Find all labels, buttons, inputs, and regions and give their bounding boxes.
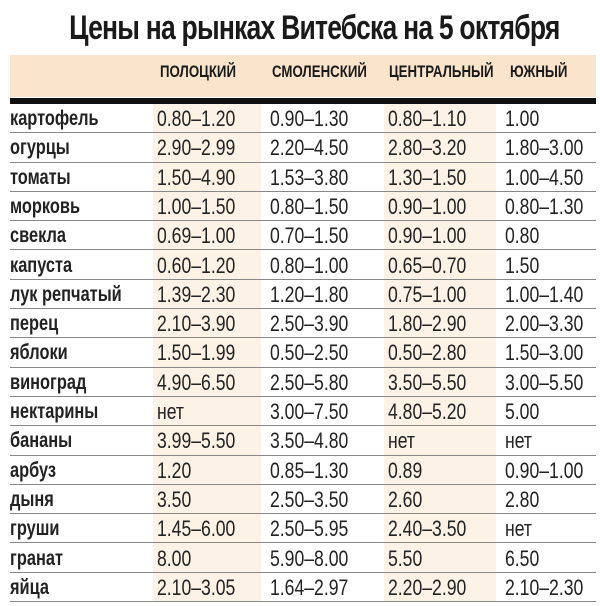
price-cell: 1.50–3.00	[505, 340, 584, 366]
price-cell: 0.80–1.30	[505, 193, 584, 219]
table-row	[10, 251, 596, 280]
price-cell: 0.80–1.50	[270, 193, 349, 219]
product-name: перец	[10, 312, 59, 336]
price-cell: 0.90–1.00	[388, 223, 467, 249]
price-cell: 0.89	[388, 457, 423, 483]
price-cell: 1.00	[505, 106, 540, 131]
price-cell: 1.64–2.97	[270, 574, 349, 600]
price-cell: 1.53–3.80	[270, 164, 349, 190]
column-header: СМОЛЕНСКИЙ	[272, 62, 367, 81]
price-cell: 0.85–1.30	[270, 457, 349, 483]
price-cell: нет	[388, 428, 415, 454]
table-row	[10, 104, 596, 133]
price-cell: 5.00	[505, 399, 540, 424]
price-cell: 2.80–3.20	[388, 135, 467, 161]
price-cell: 0.50–2.80	[388, 340, 467, 366]
price-cell: 5.50	[388, 545, 423, 571]
table-row	[10, 192, 596, 221]
price-cell: 1.80–3.00	[505, 135, 584, 161]
price-cell: 3.00–7.50	[270, 399, 349, 424]
price-cell: 3.50	[157, 486, 192, 512]
price-cell: 0.69–1.00	[157, 223, 236, 249]
price-cell: 2.50–5.95	[270, 516, 349, 542]
price-cell: 2.60	[388, 486, 423, 512]
price-cell: 0.80–1.00	[270, 252, 349, 278]
price-cell: 0.65–0.70	[388, 252, 467, 278]
price-cell: 1.39–2.30	[157, 281, 236, 307]
product-name: гранат	[10, 546, 63, 570]
price-cell: нет	[505, 428, 532, 454]
column-header: ЮЖНЫЙ	[510, 62, 568, 81]
price-cell: 0.90–1.00	[505, 457, 584, 483]
table-row	[10, 426, 596, 455]
table-row	[10, 485, 596, 514]
price-cell: 2.10–2.30	[505, 574, 584, 600]
table-row	[10, 368, 596, 397]
price-cell: 2.50–3.50	[270, 486, 349, 512]
table-row	[10, 397, 596, 426]
price-cell: 2.80	[505, 486, 540, 512]
price-cell: 1.20–1.80	[270, 281, 349, 307]
price-cell: 0.90–1.00	[388, 193, 467, 219]
price-cell: 0.60–1.20	[157, 252, 236, 278]
price-cell: 3.99–5.50	[157, 428, 236, 454]
column-header: ПОЛОЦКИЙ	[160, 62, 236, 81]
product-name: лук репчатый	[10, 282, 122, 306]
price-cell: 0.70–1.50	[270, 223, 349, 249]
price-cell: 0.80–1.10	[388, 106, 467, 131]
price-cell: 4.90–6.50	[157, 369, 236, 395]
price-cell: 1.20	[157, 457, 192, 483]
table-row	[10, 280, 596, 309]
price-cell: 2.20–2.90	[388, 574, 467, 600]
price-cell: 2.10–3.90	[157, 311, 236, 337]
price-cell: 2.10–3.05	[157, 574, 236, 600]
price-cell: 3.50–4.80	[270, 428, 349, 454]
price-cell: 0.90–1.30	[270, 106, 349, 131]
price-cell: 2.50–5.80	[270, 369, 349, 395]
price-cell: 5.90–8.00	[270, 545, 349, 571]
price-cell: 2.40–3.50	[388, 516, 467, 542]
table-row	[10, 573, 596, 602]
table-row	[10, 544, 596, 573]
price-cell: нет	[157, 399, 184, 424]
table-row	[10, 309, 596, 338]
price-cell: 4.80–5.20	[388, 399, 467, 424]
price-cell: 1.45–6.00	[157, 516, 236, 542]
table-row	[10, 338, 596, 367]
table-row	[10, 163, 596, 192]
price-cell: 2.90–2.99	[157, 135, 236, 161]
product-name: свекла	[10, 224, 66, 248]
price-cell: 1.00–1.40	[505, 281, 584, 307]
price-cell: 0.80	[505, 223, 540, 249]
price-cell: 3.00–5.50	[505, 369, 584, 395]
price-cell: 8.00	[157, 545, 192, 571]
price-cell: 0.50–2.50	[270, 340, 349, 366]
price-cell: 1.00–1.50	[157, 193, 236, 219]
price-cell: 2.50–3.90	[270, 311, 349, 337]
price-cell: нет	[505, 516, 532, 542]
product-name: морковь	[10, 194, 81, 218]
price-cell: 1.30–1.50	[388, 164, 467, 190]
product-name: капуста	[10, 253, 73, 277]
price-cell: 3.50–5.50	[388, 369, 467, 395]
price-cell: 6.50	[505, 545, 540, 571]
product-name: яйца	[10, 575, 50, 599]
price-cell: 1.00–4.50	[505, 164, 584, 190]
product-name: нектарины	[10, 400, 99, 423]
product-name: томаты	[10, 165, 71, 189]
product-name: арбуз	[10, 458, 57, 482]
price-cell: 2.00–3.30	[505, 311, 584, 337]
product-name: яблоки	[10, 341, 68, 365]
title-text: Цены на рынках Витебска на 5 октября	[69, 9, 560, 47]
page-title	[0, 8, 600, 48]
table-row	[10, 221, 596, 250]
price-cell: 2.20–4.50	[270, 135, 349, 161]
product-name: картофель	[10, 107, 99, 130]
table-row	[10, 456, 596, 485]
price-cell: 0.75–1.00	[388, 281, 467, 307]
table-row	[10, 514, 596, 543]
price-cell: 1.50–1.99	[157, 340, 236, 366]
table-row	[10, 133, 596, 162]
price-cell: 1.80–2.90	[388, 311, 467, 337]
product-name: бананы	[10, 429, 73, 453]
price-cell: 0.80–1.20	[157, 106, 236, 131]
column-header: ЦЕНТРАЛЬНЫЙ	[389, 62, 494, 81]
product-name: виноград	[10, 370, 87, 394]
product-name: огурцы	[10, 136, 70, 160]
price-cell: 1.50	[505, 252, 540, 278]
product-name: груши	[10, 517, 60, 541]
price-cell: 1.50–4.90	[157, 164, 236, 190]
product-name: дыня	[10, 487, 54, 511]
